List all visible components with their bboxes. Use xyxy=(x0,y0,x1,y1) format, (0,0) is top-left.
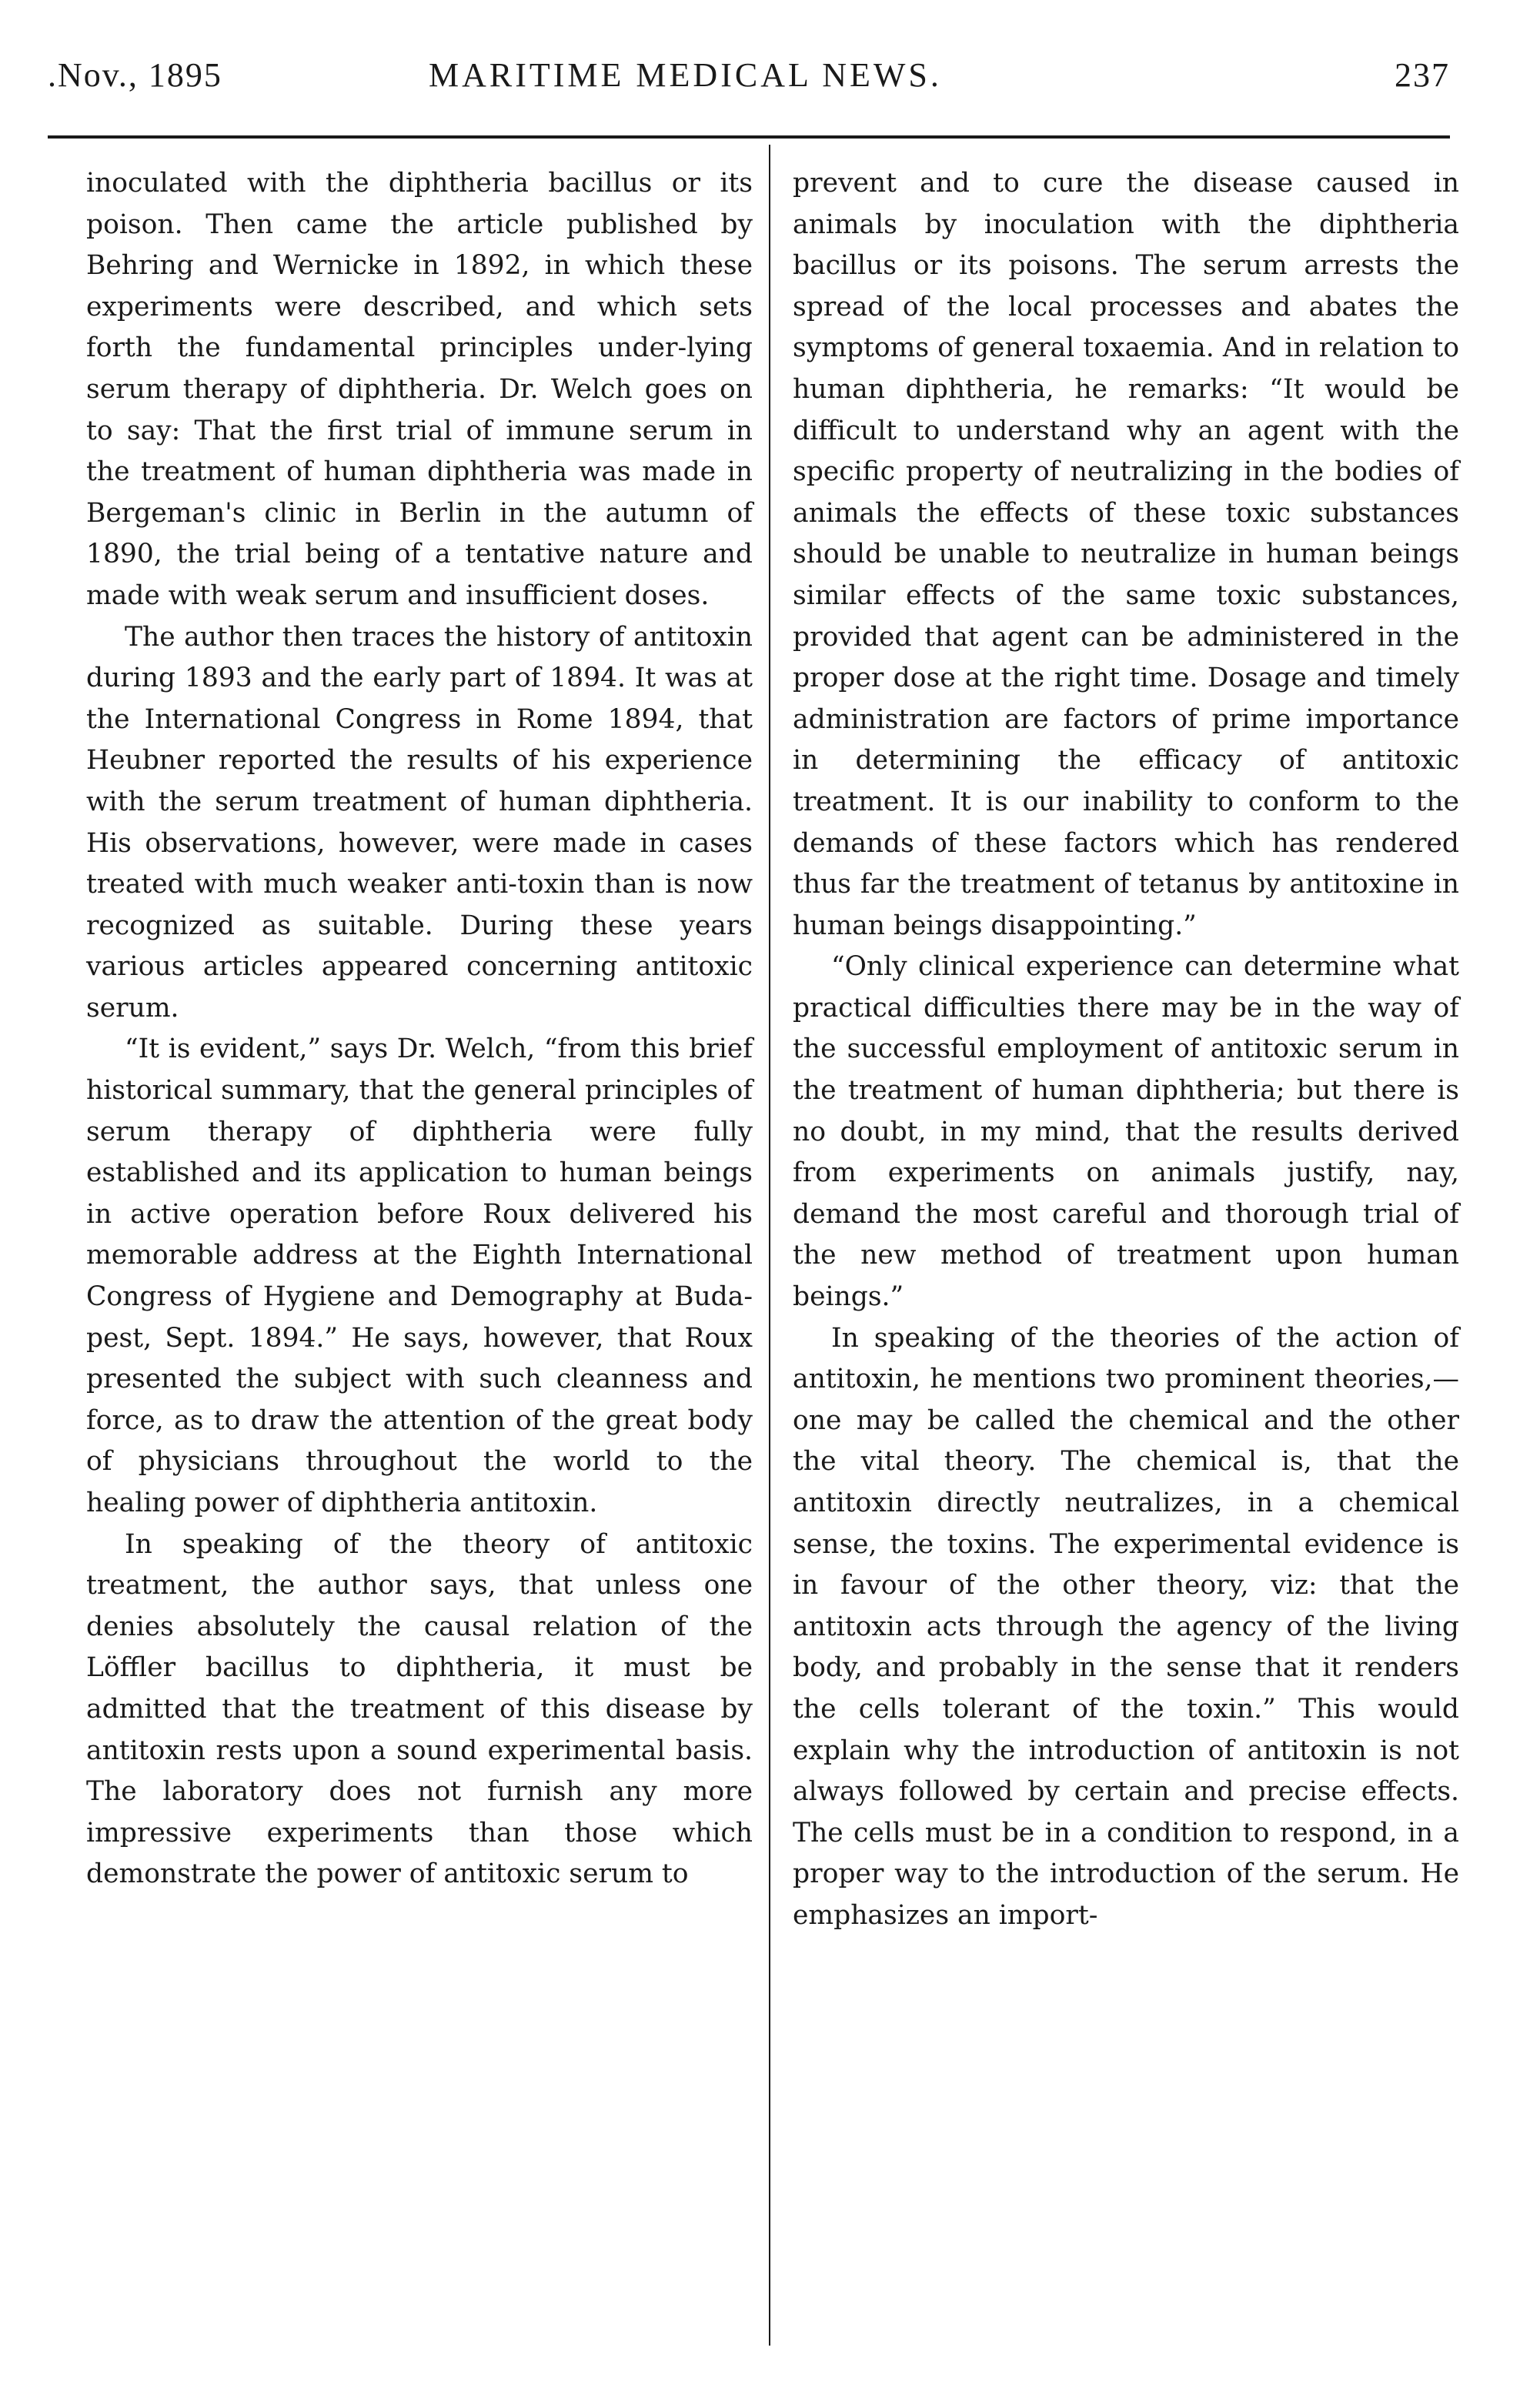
page-number: 237 xyxy=(1395,56,1450,94)
running-header xyxy=(48,55,1450,117)
left-paragraph-1: inoculated with the diphtheria bacillus or its poison. Then came the article published by Behring and Wernicke in 1892, in which these experiments were described, and which sets forth the fundamental principles under-lying serum therapy of diphtheria. Dr. Welch goes on to say: That the first trial of immune serum in the treatment of human diphtheria was made in Bergeman's clinic in Berlin in the autumn of 1890, the trial being of a tentative nature and made with weak serum and insufficient doses. xyxy=(86,168,753,611)
right-paragraph-2: “Only clinical experience can determine what practical difficulties there may be in the way of the successful employment of antitoxic serum in the treatment of human diphtheria; but there is no doubt, in my mind, that the results derived from experiments on animals justify, nay, demand the most careful and thorough trial of the new method of treatment upon human beings.” xyxy=(793,951,1459,1313)
right-column xyxy=(793,163,1459,1937)
left-paragraph-3: “It is evident,” says Dr. Welch, “from this brief historical summary, that the general principles of serum therapy of diphtheria were fully established and its application to human beings in active operation before Roux delivered his memorable address at the Eighth International Congress of Hygiene and Demography at Buda-pest, Sept. 1894.” He says, however, that Roux presented the subject with such cleanness and force, as to draw the attention of the great body of physicians throughout the world to the healing power of diphtheria antitoxin. xyxy=(86,1034,753,1518)
left-paragraph-2: The author then traces the history of antitoxin during 1893 and the early part of 1894. It was at the International Congress in Rome 1894, that Heubner reported the results of his experience with the serum treatment of human diphtheria. His observations, however, were made in cases treated with much weaker anti-toxin than is now recognized as suitable. During these years various articles appeared concerning antitoxic serum. xyxy=(86,621,753,1024)
issue-date: .Nov., 1895 xyxy=(48,56,222,94)
header-rule xyxy=(48,135,1450,139)
column-divider xyxy=(769,145,770,2346)
right-paragraph-3: In speaking of the theories of the action of antitoxin, he mentions two prominent theories,—one may be called the chemical and the other the vital theory. The chemical is, that the antitoxin directly neutralizes, in a chemical sense, the toxins. The experimental evidence is in favour of the other theory, viz: that the antitoxin acts through the agency of the living body, and probably in the sense that it renders the cells tolerant of the toxin.” This would explain why the introduction of antitoxin is not always followed by certain and precise effects. The cells must be in a condition to respond, in a proper way to the introduction of the serum. He emphasizes an import- xyxy=(793,1322,1459,1931)
right-paragraph-1: prevent and to cure the disease caused in animals by inoculation with the diphtheria bacillus or its poisons. The serum arrests the spread of the local processes and abates the symptoms of general toxaemia. And in relation to human diphtheria, he remarks: “It would be difficult to understand why an agent with the specific property of neutralizing in the bodies of animals the effects of these toxic substances should be unable to neutralize in human beings similar effects of the same toxic substances, provided that agent can be administered in the proper dose at the right time. Dosage and timely administration are factors of prime importance in determining the efficacy of antitoxic treatment. It is our inability to conform to the demands of these factors which has rendered thus far the treatment of tetanus by antitoxine in human beings disappointing.” xyxy=(793,168,1459,941)
journal-title: MARITIME MEDICAL NEWS. xyxy=(429,56,942,94)
left-paragraph-4: In speaking of the theory of antitoxic treatment, the author says, that unless one denies absolutely the causal relation of the Löffler bacillus to diphtheria, it must be admitted that the treatment of this disease by antitoxin rests upon a sound experimental basis. The laboratory does not furnish any more impressive experiments than those which demonstrate the power of antitoxic serum to xyxy=(86,1528,753,1890)
left-column xyxy=(86,163,753,1895)
